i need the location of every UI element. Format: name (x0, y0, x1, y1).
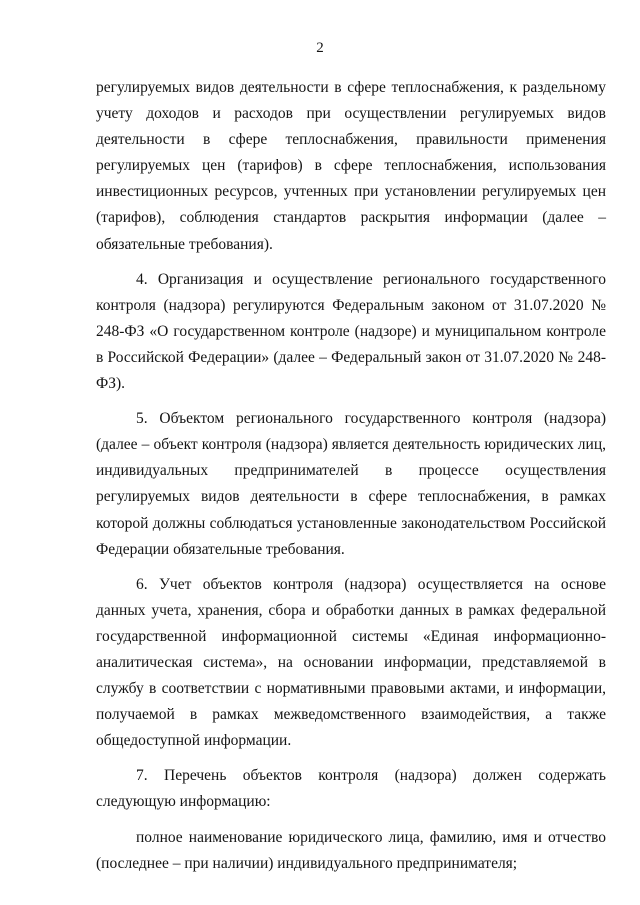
paragraph-7: 7. Перечень объектов контроля (надзора) должен содержать следующую информацию: (96, 767, 606, 811)
paragraph-4: 4. Организация и осуществление регионального государственного контроля (надзора) регулируются Федеральным законом от 31.07.2020 № 248-ФЗ «О государственном контроле (надзоре) и муниципальном контроле в Российской Федерации» (далее – Федеральный закон от 31.07.2020 № 248-ФЗ). (96, 270, 606, 393)
list-item-full-name: полное наименование юридического лица, фамилию, имя и отчество (последнее – при наличии) индивидуального предпринимателя; (96, 828, 606, 872)
page-number: 2 (316, 40, 324, 56)
paragraph-5: 5. Объектом регионального государственного контроля (надзора) (далее – объект контроля (надзора) является деятельность юридических лиц, индивидуальных предпринимателей в процессе осуществления регулируемых видов деятельности в сфере теплоснабжения, в рамках которой должны соблюдаться установленные законодательством Российской Федерации обязательные требования. (96, 410, 606, 558)
paragraph-continuation: регулируемых видов деятельности в сфере теплоснабжения, к раздельному учету доходов и расходов при осуществлении регулируемых видов деятельности в сфере теплоснабжения, правильности применения регулируемых цен (тарифов) в сфере теплоснабжения, использования инвестиционных ресурсов, учтенных при установлении регулируемых цен (тарифов), соблюдения стандартов раскрытия информации (далее – обязательные требования). (96, 79, 606, 253)
paragraph-6: 6. Учет объектов контроля (надзора) осуществляется на основе данных учета, хранения, сбора и обработки данных в рамках федеральной государственной информационной системы «Единая информационно-аналитическая система», на основании информации, представляемой в службу в соответствии с нормативными правовыми актами, и информации, получаемой в рамках межведомственного взаимодействия, а также общедоступной информации. (96, 575, 606, 750)
document-body (96, 75, 606, 877)
